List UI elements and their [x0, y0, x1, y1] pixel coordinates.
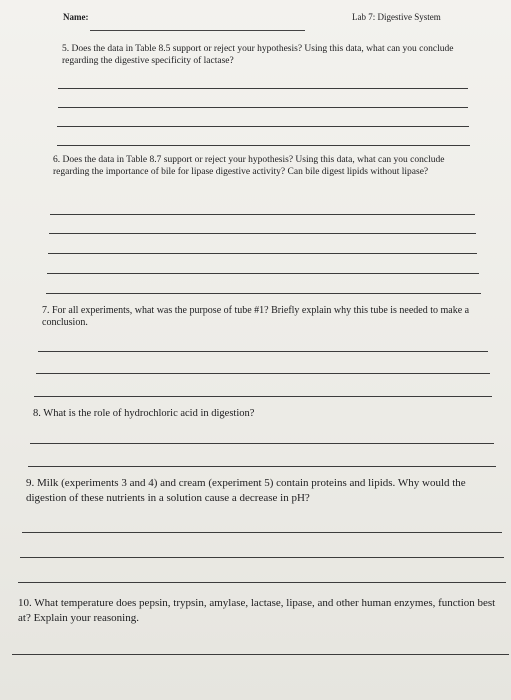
answer-line: [57, 145, 470, 146]
answer-line: [34, 396, 492, 397]
answer-line: [30, 443, 494, 444]
answer-line: [58, 107, 468, 108]
answer-line: [12, 654, 509, 655]
question-7: 7. For all experiments, what was the purpose of tube #1? Briefly explain why this tube is needed to make a conclusion.: [42, 305, 470, 328]
answer-line: [46, 293, 481, 294]
name-blank-line: [90, 30, 305, 31]
question-5: 5. Does the data in Table 8.5 support or reject your hypothesis? Using this data, what can you conclude regarding the digestive specificity of lactase?: [62, 44, 454, 66]
answer-line: [18, 582, 506, 583]
answer-line: [48, 253, 477, 254]
question-9: 9. Milk (experiments 3 and 4) and cream (experiment 5) contain proteins and lipids. Why would the digestion of these nutrients in a solution cause a decrease in pH?: [26, 477, 466, 504]
question-6: 6. Does the data in Table 8.7 support or reject your hypothesis? Using this data, what can you conclude regarding the importance of bile for lipase digestive activity? Can bile digest lipids without lipase?: [53, 155, 445, 177]
answer-line: [58, 88, 468, 89]
answer-line: [47, 273, 479, 274]
answer-line: [57, 126, 469, 127]
answer-line: [36, 373, 490, 374]
lab-title: Lab 7: Digestive System: [352, 12, 441, 22]
answer-line: [22, 532, 502, 533]
answer-line: [28, 466, 496, 467]
question-10: 10. What temperature does pepsin, trypsin, amylase, lactase, lipase, and other human enzymes, function best at? Explain your reasoning.: [18, 597, 496, 624]
question-8: 8. What is the role of hydrochloric acid in digestion?: [33, 408, 255, 419]
answer-line: [38, 351, 488, 352]
name-label: Name:: [63, 12, 89, 22]
answer-line: [50, 214, 475, 215]
answer-line: [49, 233, 476, 234]
answer-line: [20, 557, 504, 558]
